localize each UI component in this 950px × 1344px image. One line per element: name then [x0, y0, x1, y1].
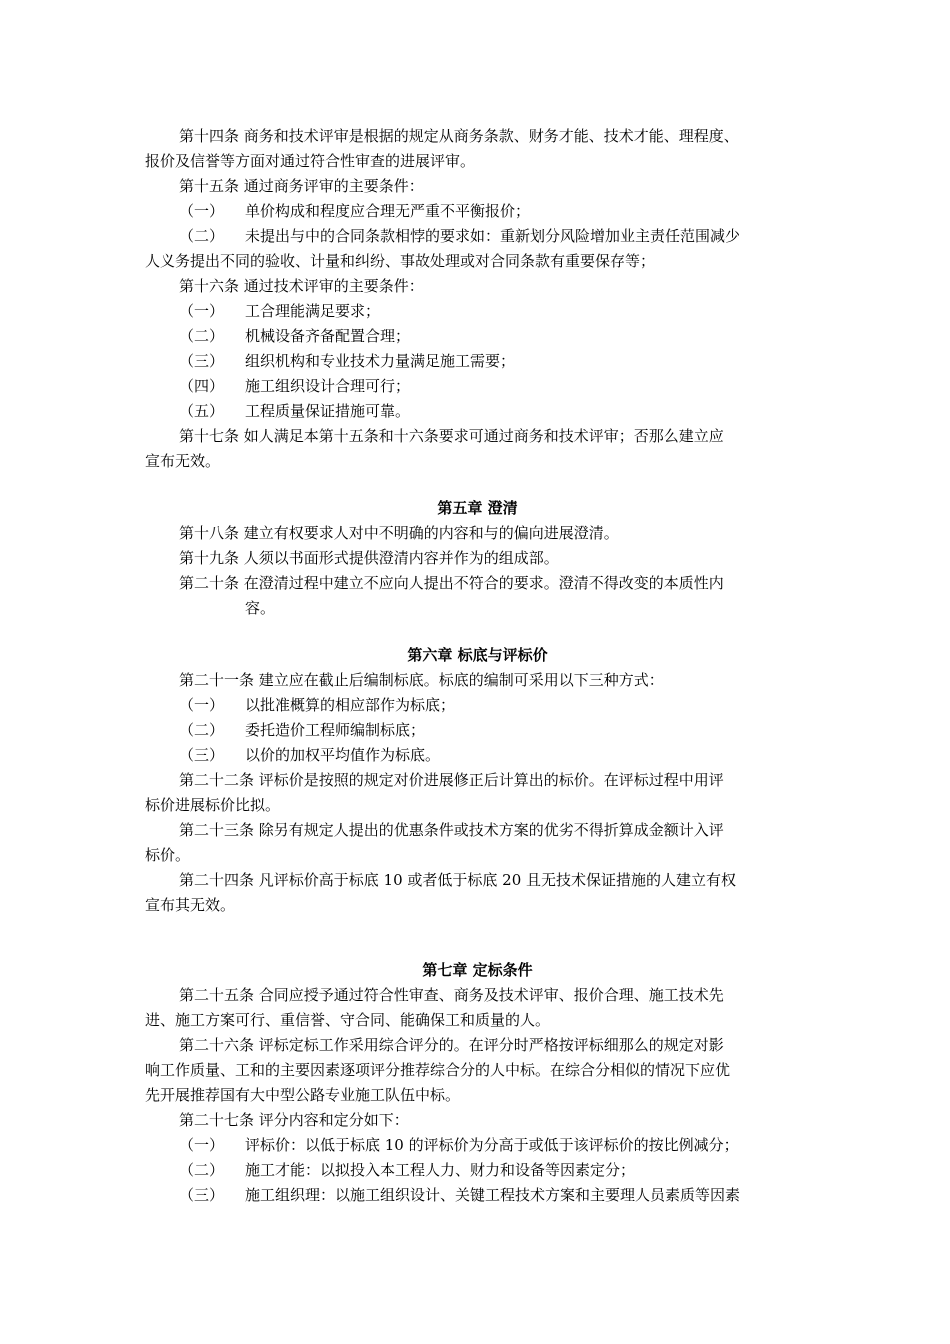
article-14-line-2: 报价及信誉等方面对通过符合性审查的进展评审。: [145, 152, 476, 170]
article-26-line-2: 响工作质量、工和的主要因素逐项评分推荐综合分的人中标。在综合分相似的情况下应优: [145, 1061, 731, 1079]
article-14-line-1: 第十四条 商务和技术评审是根据的规定从商务条款、财务才能、技术才能、理程度、: [179, 127, 739, 145]
article-23-line-2: 标价。: [145, 846, 191, 864]
article-19: 第十九条 人须以书面形式提供澄清内容并作为的组成部。: [179, 549, 559, 567]
article-24-line-2: 宣布其无效。: [145, 896, 236, 914]
article-26-line-1: 第二十六条 评标定标工作采用综合评分的。在评分时严格按评标细那么的规定对影: [179, 1036, 724, 1054]
article-17-line-1: 第十七条 如人满足本第十五条和十六条要求可通过商务和技术评审；否那么建立应: [179, 427, 724, 445]
article-27-item: （三） 施工组织理：以施工组织设计、关键工程技术方案和主要理人员素质等因素: [179, 1186, 741, 1204]
article-21-item: （二） 委托造价工程师编制标底；: [179, 721, 426, 739]
article-16-item: （一） 工合理能满足要求；: [179, 302, 381, 320]
article-25-line-2: 进、施工方案可行、重信誉、守合同、能确保工和质量的人。: [145, 1011, 551, 1029]
article-27-item: （二） 施工才能：以拟投入本工程人力、财力和设备等因素定分；: [179, 1161, 636, 1179]
article-15-item: （二） 未提出与中的合同条款相悖的要求如：重新划分风险增加业主责任范围减少: [179, 227, 741, 245]
article-27-item: （一） 评标价：以低于标底 10 的评标价为分高于或低于该评标价的按比例减分；: [179, 1136, 739, 1154]
article-21-item: （三） 以价的加权平均值作为标底。: [179, 746, 441, 764]
article-24-line-1: 第二十四条 凡评标价高于标底 10 或者低于标底 20 且无技术保证措施的人建立有权: [179, 871, 737, 889]
article-16-item: （二） 机械设备齐备配置合理；: [179, 327, 411, 345]
article-22-line-1: 第二十二条 评标价是按照的规定对价进展修正后计算出的标价。在评标过程中用评: [179, 771, 724, 789]
article-21-item: （一） 以批准概算的相应部作为标底；: [179, 696, 456, 714]
chapter-5-title: 第五章 澄清: [437, 499, 518, 517]
article-18: 第十八条 建立有权要求人对中不明确的内容和与的偏向进展澄清。: [179, 524, 619, 542]
article-23-line-1: 第二十三条 除另有规定人提出的优惠条件或技术方案的优劣不得折算成金额计入评: [179, 821, 724, 839]
article-20-line-1: 第二十条 在澄清过程中建立不应向人提出不符合的要求。澄清不得改变的本质性内: [179, 574, 724, 592]
chapter-6-title: 第六章 标底与评标价: [407, 646, 548, 664]
document-body: [145, 124, 810, 1208]
article-15-head: 第十五条 通过商务评审的主要条件：: [179, 177, 424, 195]
article-26-line-3: 先开展推荐国有大中型公路专业施工队伍中标。: [145, 1086, 461, 1104]
article-16-head: 第十六条 通过技术评审的主要条件：: [179, 277, 424, 295]
article-21-head: 第二十一条 建立应在截止后编制标底。标底的编制可采用以下三种方式：: [179, 671, 664, 689]
article-20-line-2: 容。: [245, 599, 276, 617]
article-15-item: （一） 单价构成和程度应合理无严重不平衡报价；: [179, 202, 531, 220]
article-25-line-1: 第二十五条 合同应授予通过符合性审查、商务及技术评审、报价合理、施工技术先: [179, 986, 724, 1004]
chapter-7-title: 第七章 定标条件: [422, 961, 533, 979]
article-17-line-2: 宣布无效。: [145, 452, 221, 470]
article-16-item: （四） 施工组织设计合理可行；: [179, 377, 411, 395]
article-16-item: （三） 组织机构和专业技术力量满足施工需要；: [179, 352, 516, 370]
article-16-item: （五） 工程质量保证措施可靠。: [179, 402, 411, 420]
article-22-line-2: 标价进展标价比拟。: [145, 796, 281, 814]
article-15-continuation: 人义务提出不同的验收、计量和纠纷、事故处理或对合同条款有重要保存等；: [145, 252, 656, 270]
article-27-head: 第二十七条 评分内容和定分如下：: [179, 1111, 409, 1129]
